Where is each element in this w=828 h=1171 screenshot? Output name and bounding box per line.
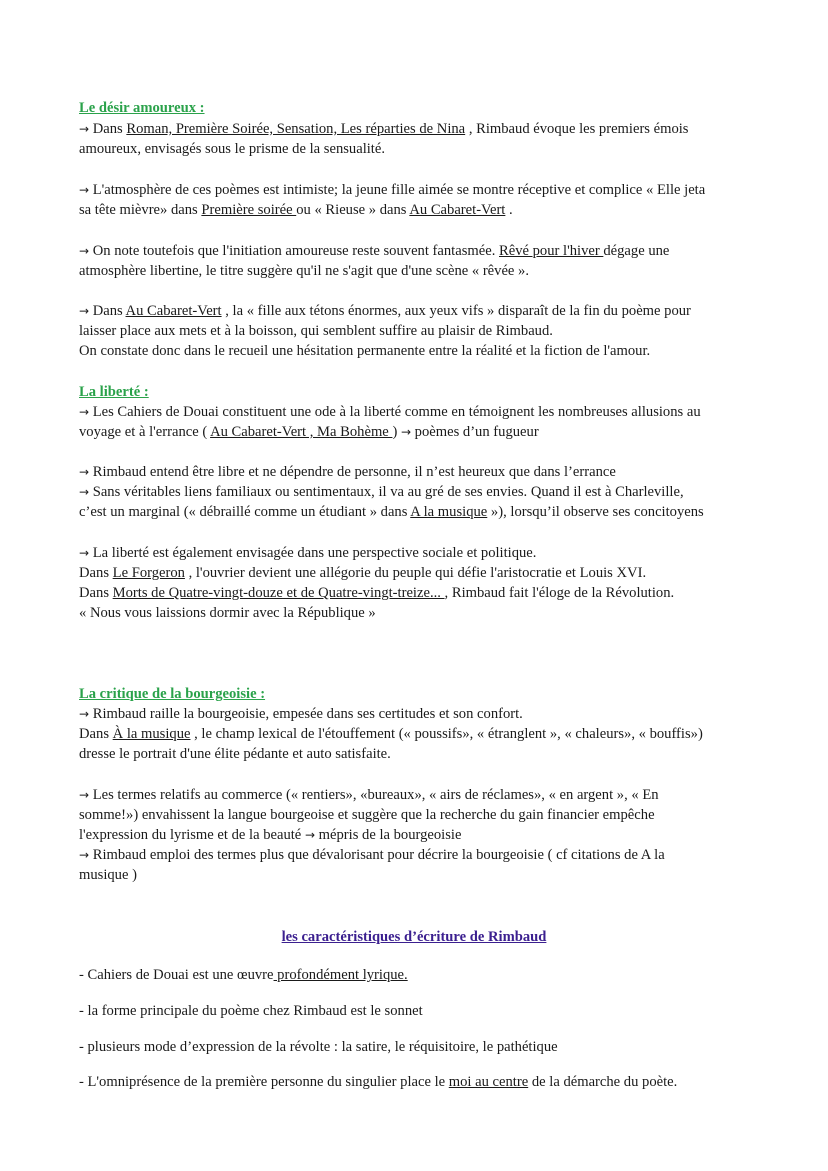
arrow-icon: → xyxy=(79,405,90,419)
bullet-item: - plusieurs mode d’expression de la révolte : la satire, le réquisitoire, le pathétique xyxy=(79,1039,558,1055)
paragraph-line: somme!») envahissent la langue bourgeoise et suggère que la recherche du gain financier empêche xyxy=(79,807,655,823)
text-run: dégage une xyxy=(603,243,670,259)
paragraph-line xyxy=(79,200,513,220)
poem-title: Morts de Quatre-vingt-douze et de Quatre-vingt-treize... xyxy=(112,585,445,601)
section-title-caracteristiques: les caractéristiques d’écriture de Rimbaud xyxy=(281,929,547,945)
arrow-icon: → xyxy=(79,546,90,560)
poem-title: Au Cabaret-Vert xyxy=(409,202,506,218)
arrow-icon: → xyxy=(79,848,90,862)
text-run: Rimbaud raille la bourgeoisie, empesée dans ses certitudes et son confort. xyxy=(89,706,523,722)
text-run: , Rimbaud évoque les premiers émois xyxy=(465,121,689,137)
text-run: Dans xyxy=(89,121,127,137)
paragraph-line xyxy=(79,119,689,139)
arrow-icon: → xyxy=(79,304,90,318)
paragraph-line xyxy=(79,724,703,744)
arrow-icon: → xyxy=(304,828,315,842)
poem-title: Au Cabaret-Vert xyxy=(125,303,222,319)
text-run: . xyxy=(505,202,513,218)
text-run: Sans véritables liens familiaux ou sentimentaux, il va au gré de ses envies. Quand il est à Charleville, xyxy=(89,484,684,500)
paragraph-line xyxy=(79,543,536,563)
underlined-text: moi au centre xyxy=(448,1074,529,1090)
arrow-icon: → xyxy=(79,244,90,258)
poem-titles: Roman, Première Soirée, Sensation, Les réparties de Nina xyxy=(126,121,466,137)
text-run: On note toutefois que l'initiation amoureuse reste souvent fantasmée. xyxy=(89,243,499,259)
text-run: ou « Rieuse » dans xyxy=(296,202,410,218)
heading-liberte: La liberté : xyxy=(79,384,149,400)
paragraph-line xyxy=(79,583,674,603)
paragraph-line xyxy=(79,825,461,845)
poem-title: À la musique xyxy=(112,726,191,742)
text-run: - L'omniprésence de la première personne du singulier place le xyxy=(79,1074,449,1090)
arrow-icon: → xyxy=(79,788,90,802)
paragraph-line xyxy=(79,180,705,200)
text-run: sa tête mièvre» dans xyxy=(79,202,202,218)
text-run: , la « fille aux tétons énormes, aux yeux vifs » disparaît de la fin du poème pour xyxy=(221,303,691,319)
paragraph-line: dresse le portrait d'une élite pédante et auto satisfaite. xyxy=(79,746,391,762)
text-run: Dans xyxy=(79,585,113,601)
underlined-text: profondément lyrique. xyxy=(273,967,408,983)
paragraph-line: atmosphère libertine, le titre suggère qu'il ne s'agit que d'une scène « rêvée ». xyxy=(79,263,529,279)
text-run: Les termes relatifs au commerce (« rentiers», «bureaux», « airs de réclames», « en argent », « En xyxy=(89,787,659,803)
text-run: , l'ouvrier devient une allégorie du peuple qui défie l'aristocratie et Louis XVI. xyxy=(184,565,647,581)
poem-title: A la musique xyxy=(410,504,488,520)
bullet-item xyxy=(79,965,408,985)
paragraph-line xyxy=(79,785,659,805)
paragraph-line xyxy=(79,704,523,724)
paragraph-line xyxy=(79,563,646,583)
paragraph-line xyxy=(79,422,539,442)
paragraph-line: « Nous vous laissions dormir avec la République » xyxy=(79,605,376,621)
text-run: Dans xyxy=(89,303,126,319)
paragraph-line: laisser place aux mets et à la boisson, qui semblent suffire au plaisir de Rimbaud. xyxy=(79,323,553,339)
text-run: c’est un marginal (« débraillé comme un étudiant » dans xyxy=(79,504,411,520)
text-run: Dans xyxy=(79,726,113,742)
poem-titles: Au Cabaret-Vert , Ma Bohème xyxy=(210,424,393,440)
poem-title: Le Forgeron xyxy=(112,565,185,581)
paragraph-line xyxy=(79,241,669,261)
arrow-icon: → xyxy=(79,122,90,136)
text-run: L'atmosphère de ces poèmes est intimiste; la jeune fille aimée se montre réceptive et complice « Elle jeta xyxy=(89,182,706,198)
text-run: de la démarche du poète. xyxy=(528,1074,678,1090)
text-run: , Rimbaud fait l'éloge de la Révolution. xyxy=(444,585,675,601)
paragraph-line xyxy=(79,301,691,321)
heading-desir-amoureux: Le désir amoureux : xyxy=(79,100,205,116)
poem-title: Rêvé pour l'hiver xyxy=(499,243,604,259)
text-run: »), lorsqu’il observe ses concitoyens xyxy=(487,504,704,520)
paragraph-line xyxy=(79,845,665,865)
text-run: - Cahiers de Douai est une œuvre xyxy=(79,967,274,983)
text-run: mépris de la bourgeoisie xyxy=(315,827,462,843)
paragraph-line xyxy=(79,502,704,522)
paragraph-line xyxy=(79,482,684,502)
text-run: l'expression du lyrisme et de la beauté xyxy=(79,827,305,843)
paragraph-line: amoureux, envisagés sous le prisme de la sensualité. xyxy=(79,141,385,157)
heading-critique-bourgeoisie: La critique de la bourgeoisie : xyxy=(79,686,266,702)
text-run: poèmes d’un fugueur xyxy=(411,424,539,440)
text-run: Les Cahiers de Douai constituent une ode à la liberté comme en témoignent les nombreuses allusions au xyxy=(89,404,701,420)
text-run: ) xyxy=(392,424,401,440)
text-run: La liberté est également envisagée dans une perspective sociale et politique. xyxy=(89,545,537,561)
arrow-icon: → xyxy=(400,425,412,439)
text-run: Rimbaud entend être libre et ne dépendre de personne, il n’est heureux que dans l’errance xyxy=(89,464,616,480)
paragraph-line xyxy=(79,402,701,422)
text-run: , le champ lexical de l'étouffement (« poussifs», « étranglent », « chaleurs», « bouffis») xyxy=(190,726,703,742)
paragraph-line xyxy=(79,462,616,482)
bullet-item xyxy=(79,1072,677,1092)
arrow-icon: → xyxy=(79,183,90,197)
paragraph-line: musique ) xyxy=(79,867,137,883)
text-run: voyage et à l'errance ( xyxy=(79,424,211,440)
text-run: Dans xyxy=(79,565,113,581)
arrow-icon: → xyxy=(79,485,90,499)
text-run: Rimbaud emploi des termes plus que dévalorisant pour décrire la bourgeoisie ( cf citations de A la xyxy=(89,847,665,863)
bullet-item: - la forme principale du poème chez Rimbaud est le sonnet xyxy=(79,1003,423,1019)
arrow-icon: → xyxy=(79,465,90,479)
poem-title: Première soirée xyxy=(201,202,297,218)
arrow-icon: → xyxy=(79,707,90,721)
paragraph-line: On constate donc dans le recueil une hésitation permanente entre la réalité et la fiction de l'amour. xyxy=(79,343,651,359)
